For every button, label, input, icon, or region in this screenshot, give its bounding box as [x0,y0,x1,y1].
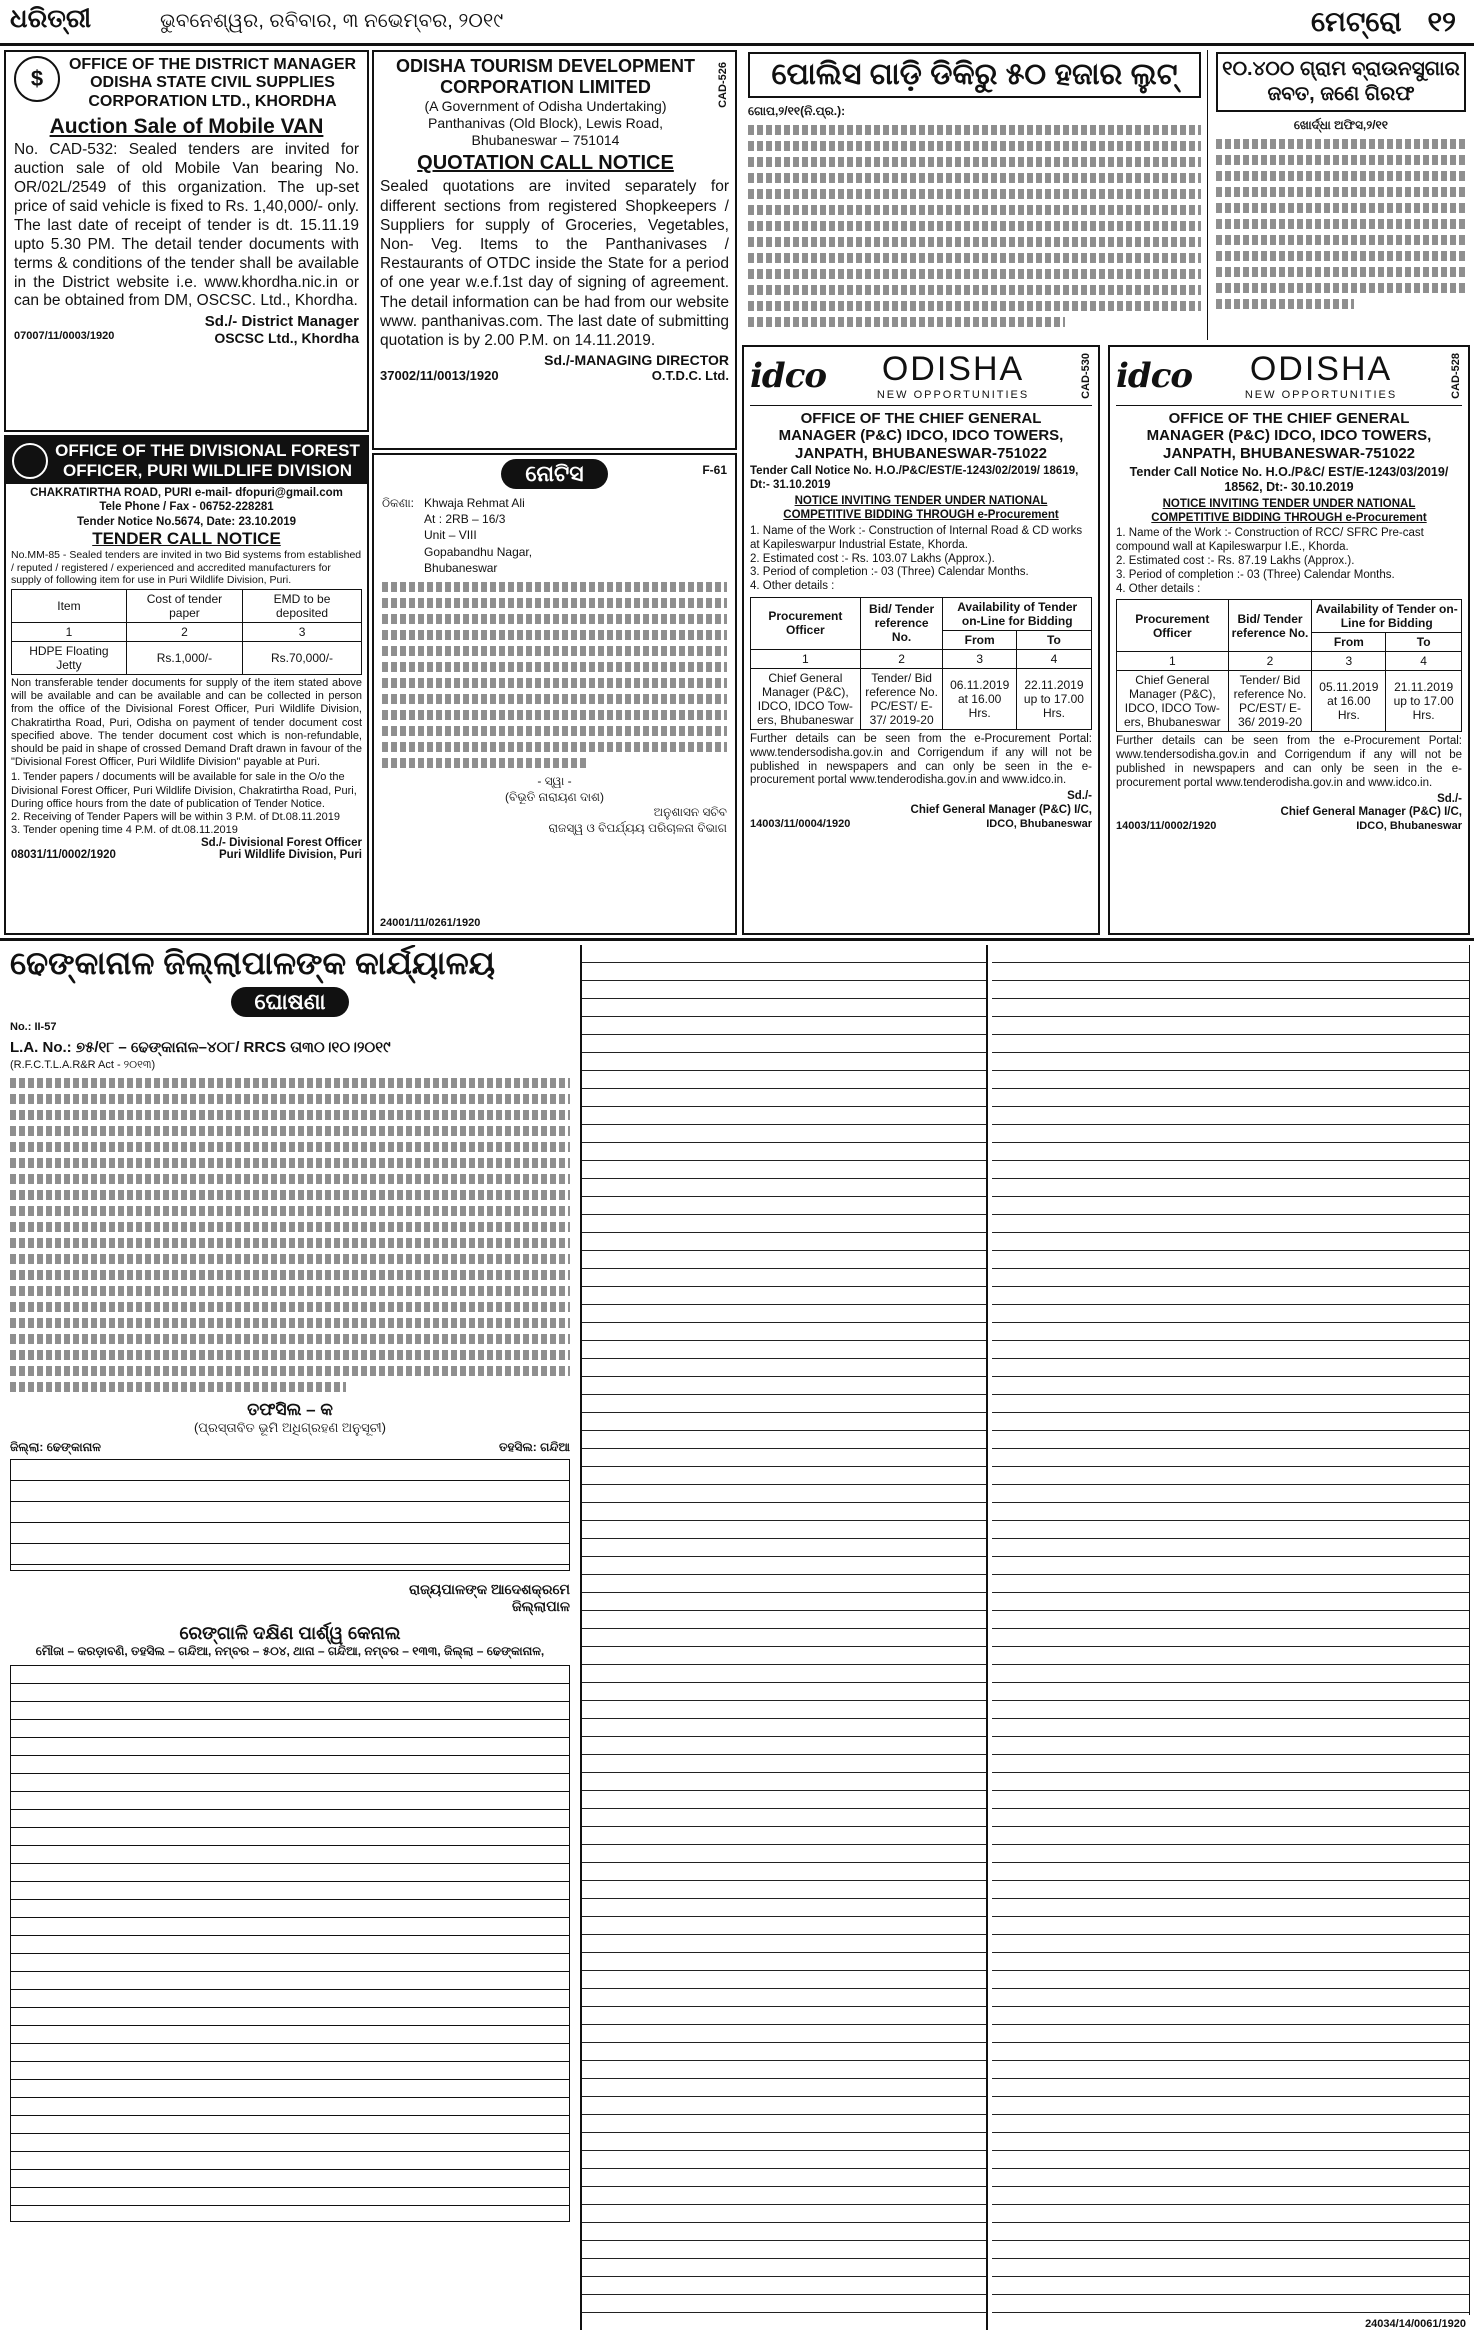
forest-org1: OFFICE OF THE DIVISIONAL FOREST [55,441,360,460]
forest-th-item: Item [12,590,127,623]
idco2-footer: Further details can be seen from the e-Procurement Portal: www.tendersodisha.gov.in and Corrigendum if any will not be published in newspapers and can only be seen in the e-procurement portal www.tenderodisha.gov.in and www.idco.in. [1116,735,1462,789]
idco1-sign1: Sd./- [1067,790,1092,803]
idco1-cell: Chief General Manager (P&C), IDCO, IDCO Tow-ers, Bhubaneswar [751,668,861,729]
idco2-th: Bid/ Tender reference No. [1228,600,1312,652]
otdc-org2: CORPORATION LIMITED [440,77,651,97]
dhenkanal-ref: 24034/14/0061/1920 [1365,2318,1466,2330]
dhenkanal-title: ଢେଙ୍କାନାଳ ଜିଲ୍ଲାପାଳଙ୍କ କାର୍ଯ୍ୟାଳୟ [10,945,496,981]
tahasil-label: ତହସିଲ: ଗନ୍ଦିଆ [498,1440,570,1454]
odia-notice-title: ନୋଟିସ [501,459,607,489]
otdc-cad: CAD-526 [717,62,729,108]
odisha-tagline: NEW OPPORTUNITIES [1244,389,1398,401]
idco2-title2: COMPETITIVE BIDDING THROUGH e-Procurement [1151,511,1427,524]
idco2-num: 2 [1228,652,1312,671]
forest-cell-cost: Rs.1,000/- [126,642,242,675]
idco1-ref: 14003/11/0004/1920 [750,817,851,830]
oscsc-org2: ODISHA STATE CIVIL SUPPLIES [90,74,335,92]
news-article-1 [742,50,1208,340]
idco1-sign3: IDCO, Bhubaneswar [986,817,1092,830]
forest-point: 3. Tender opening time 4 P.M. of dt.08.11.2019 [11,824,238,837]
forest-th-cost: Cost of tender paper [126,590,242,623]
idco2-org1: OFFICE OF THE CHIEF GENERAL [1168,410,1410,427]
section-name: ମେଟ୍ରୋ [1311,6,1402,37]
idco2-cell: 05.11.2019 at 16.00 Hrs. [1312,671,1386,732]
idco1-num: 2 [860,649,943,668]
header-date: ଭୁବନେଶ୍ୱର, ରବିବାର, ୩ ନଭେମ୍ବର, ୨୦୧୯ [160,10,504,32]
forest-ref2: Puri Wildlife Division, Puri [218,849,362,862]
oscsc-sign1: Sd./- District Manager [204,313,359,331]
idco-ad-1 [742,345,1100,935]
idco1-th: Procurement Officer [751,597,861,649]
idco2-org2: MANAGER (P&C) IDCO, IDCO TOWERS, [1146,427,1432,445]
forest-ref: 08031/11/0002/1920 [11,849,116,862]
idco2-notice-no: Tender Call Notice No. H.O./P&C/ EST/E-1243/03/2019/ 18562, Dt:- 30.10.2019 [1129,464,1449,494]
forest-tel: Tele Phone / Fax - 06752-228281 [99,501,274,514]
idco2-item: 4. Other details : [1116,582,1201,595]
idco2-item: 2. Estimated cost :- Rs. 87.19 Lakhs (Approx.). [1116,554,1355,567]
forest-org2: OFFICER, PURI WILDLIFE DIVISION [63,460,352,480]
idco1-item: 3. Period of completion :- 03 (Three) Calendar Months. [750,566,1029,579]
oscsc-ad [4,50,369,432]
oscsc-body: No. CAD-532: Sealed tenders are invited for auction sale of old Mobile Van bearing No. OR/02L/2549 of this organization. The up-set price of said vehicle is fixed to Rs. 1,40,000/- only. The last date of receipt of tender is dt. 15.11.19 upto 5.30 PM. The detail tender documents with terms & conditions of the tender shall be available in the District website i.e. www.khordha.nic.in or can be obtained from DM, OSCSC. Ltd., Khordha. [14,141,359,310]
newspaper-logo: ଧରିତ୍ରୀ [10,4,92,34]
idco2-ref: 14003/11/0002/1920 [1116,820,1217,833]
forest-num: 3 [243,623,362,642]
schedule-table-small [10,1459,570,1571]
odia-notice-ad [372,453,737,935]
sign-collector: ଜିଲ୍ଲାପାଳ [511,1598,570,1614]
oscsc-emblem-icon: $ [14,56,60,102]
page-header [0,0,1474,46]
odisha-tagline: NEW OPPORTUNITIES [876,389,1030,401]
dhenkanal-body [10,1078,570,1392]
oscsc-ref: 07007/11/0003/1920 [14,330,115,343]
canal-name: ରେଙ୍ଗାଳି ଦକ୍ଷିଣ ପାର୍ଶ୍ୱ କେନାଲ [179,1623,401,1643]
idco2-th: Availability of Tender on-Line for Bidding [1312,600,1462,633]
news2-headline1: ୧୦.୪୦୦ ଗ୍ରାମ ବ୍ରାଉନସୁଗାର [1222,58,1460,80]
idco2-sign2: Chief General Manager (P&C) I/C, [1280,806,1462,819]
district-label: ଜିଲ୍ଲା: ଢେଙ୍କାନାଳ [10,1440,101,1454]
idco1-org3: JANPATH, BHUBANESWAR-751022 [795,444,1047,462]
idco2-th: Procurement Officer [1117,600,1229,652]
address-line: At : 2RB – 16/3 [424,512,506,527]
news1-body [748,125,1201,327]
idco1-cad: CAD-530 [1079,352,1092,399]
idco2-cell: Tender/ Bid reference No. PC/EST/ E-36/ 2019-20 [1228,671,1312,732]
idco2-item: 3. Period of completion :- 03 (Three) Calendar Months. [1116,568,1395,581]
idco2-sign1: Sd./- [1437,792,1462,805]
forest-body: No.MM-85 - Sealed tenders are invited in two Bid systems from established / reputed / registered / experienced and accredited manufacturers for supply of following item for use in Puri Wildlife Division, Puri. [11,549,362,587]
news2-dateline: ଖୋର୍ଦ୍ଧା ଅଫିସ,୨/୧୧ [1293,118,1389,132]
news2-body [1216,139,1466,309]
land-schedule-table-2 [580,945,988,2330]
otdc-sub1: (A Government of Odisha Undertaking) [424,98,667,114]
otdc-ref: 37002/11/0013/1920 [380,368,499,384]
idco-logo: idco [1116,355,1193,396]
odisha-logo: ODISHA [1249,350,1393,388]
forest-cell-emd: Rs.70,000/- [243,642,362,675]
idco2-th-to: To [1386,633,1462,652]
forest-addr: CHAKRATIRTHA ROAD, PURI e-mail- dfopuri@gmail.com [30,487,343,500]
otdc-title: QUOTATION CALL NOTICE [417,152,674,175]
forest-title: TENDER CALL NOTICE [92,529,281,549]
idco2-table [1116,599,1462,732]
idco1-num: 1 [751,649,861,668]
idco2-num: 3 [1312,652,1386,671]
idco1-sign2: Chief General Manager (P&C) I/C, [910,803,1092,816]
dhenkanal-pill: ଘୋଷଣା [231,987,350,1017]
oscsc-org1: OFFICE OF THE DISTRICT MANAGER [68,56,357,73]
idco2-cell: Chief General Manager (P&C), IDCO, IDCO Tow-ers, Bhubaneswar [1117,671,1229,732]
forest-ad [4,435,369,935]
land-schedule-table-1 [10,1665,570,2222]
forest-num: 2 [126,623,242,642]
forest-th-emd: EMD to be deposited [243,590,362,623]
sign-line: ରାଜସ୍ୱ ଓ ବିପର୍ଯ୍ୟୟ ପରିଚାଳନା ବିଭାଗ [548,820,727,835]
idco1-notice-no: Tender Call Notice No. H.O./P&C/EST/E-1243/02/2019/ 18619, Dt:- 31.10.2019 [750,464,1079,491]
forest-sign: Sd./- Divisional Forest Officer [200,837,362,850]
odisha-logo: ODISHA [881,350,1025,388]
forest-table [11,589,362,675]
sign-line: (ବିଭୂତି ନାରାୟଣ ଦାଶ) [505,789,604,804]
land-schedule-table-3 [992,945,1470,2315]
header-section [1311,6,1456,39]
otdc-ad [372,50,737,450]
address-line: Unit – VIII [424,528,477,543]
otdc-sub3: Bhubaneswar – 751014 [471,131,620,148]
idco1-org1: OFFICE OF THE CHIEF GENERAL [800,410,1042,427]
forest-num: 1 [12,623,127,642]
idco1-item: 4. Other details : [750,580,835,593]
otdc-body: Sealed quotations are invited separately for different sections from registered Shopkeepers / Suppliers for supply of Groceries, Vegetables, Non- Veg. Items to the Panthanivases / Restaurants of OTDC inside the State for a period of one year w.e.f.1st day of signing of agreement. The detail information can be had from our website www. panthanivas.com. The last date of submitting quotation is by 2.00 P.M. on 14.11.2019. [380,178,729,350]
idco-logo: idco [750,355,827,396]
mouza-details: ମୌଜା – କରଡ଼ାବଣି, ତହସିଲ – ଗନ୍ଦିଆ, ନମ୍ବର – ୫୦୪, ଥାନା – ଗନ୍ଦିଆ, ନମ୍ବର – ୧୩୩, ଜିଲ୍ଲା – ଢେଙ୍କାନାଳ, [35,1644,545,1658]
sign-line: ଅନୁଶାସନ ସଚିବ [653,805,727,820]
idco2-sign3: IDCO, Bhubaneswar [1356,820,1462,833]
sign-line: - ସ୍ୱା - [537,773,572,788]
otdc-org1: ODISHA TOURISM DEVELOPMENT [395,56,696,76]
idco2-org3: JANPATH, BHUBANESWAR-751022 [1163,444,1415,462]
address-line: Bhubaneswar [424,560,498,575]
oscsc-org3: CORPORATION LTD., KHORDHA [88,92,337,110]
forest-emblem-icon [12,443,48,479]
idco1-title2: COMPETITIVE BIDDING THROUGH e-Procurement [783,509,1059,522]
idco1-footer: Further details can be seen from the e-Procurement Portal: www.tendersodisha.gov.in and Corrigendum if any will not be published in newspapers and can only be seen in the e-procurement portal www.tenderodisha.gov.in and www.idco.in. [750,732,1092,787]
idco-ad-2 [1108,345,1470,935]
idco1-item: 2. Estimated cost :- Rs. 103.07 Lakhs (Approx.). [750,552,995,565]
idco1-th: Bid/ Tender reference No. [860,597,943,649]
notice-body-text [382,582,727,768]
oscsc-sign2: OSCSC Ltd., Khordha [214,330,359,347]
otdc-ref2: O.T.D.C. Ltd. [651,368,729,384]
otdc-sub2: Panthanivas (Old Block), Lewis Road, [428,114,663,131]
dhenkanal-intro [4,945,576,2330]
idco1-title1: NOTICE INVITING TENDER UNDER NATIONAL [794,495,1048,508]
address-line: Gopabandhu Nagar, [424,544,533,559]
news1-dateline: ଗୋପ,୨/୧୧(ନି.ପ୍ର.): [748,104,846,118]
idco1-cell: Tender/ Bid reference No. PC/EST/ E- 37/ 2019-20 [860,668,943,729]
idco1-th-from: From [943,630,1016,649]
dhenkanal-no: No.: II-57 [10,1021,57,1033]
address-line: Khwaja Rehmat Ali [424,496,525,510]
idco2-th-from: From [1312,633,1386,652]
idco2-cell: 21.11.2019 up to 17.00 Hrs. [1386,671,1462,732]
idco2-title1: NOTICE INVITING TENDER UNDER NATIONAL [1162,497,1416,510]
idco1-item: 1. Name of the Work :- Construction of Internal Road & CD works at Kapileswarpur Industrial Estate, Khorda. [750,524,1083,551]
forest-point: 1. Tender papers / documents will be available for sale in the O/o the Divisional Forest Officer, Puri Wildlife Division, Chakratirtha Road, Puri, During office hours from the date of publication of Tender Notice. [11,771,357,810]
news2-headline2: ଜବତ, ଜଣେ ଗିରଫ [1267,83,1415,105]
forest-body2: Non transferable tender documents for supply of the item stated above will be available and can be available and can be collected in person from the office of the Divisional Forest Officer, Puri Wildlife Division, Chakratirtha Road, Puri, Odisha on payment of tender document cost specified above. The tender document cost which is non-refundable, should be paid in shape of crossed Demand Draft drawn in favour of the "Divisional Forest Officer, Puri Wildlife Division" payable at Puri. [11,677,362,769]
dhenkanal-la-no: L.A. No.: ୭୫/୧୮ – ଢେଙ୍କାନାଳ–୪୦୮/ RRCS ତା୩୦।୧୦।୨୦୧୯ [10,1039,391,1056]
news-article-2 [1210,50,1472,340]
table-sub: (ପ୍ରସ୍ତାବିତ ଭୂମି ଅଧିଗ୍ରହଣ ଅନୁସୂଚୀ) [193,1420,387,1435]
idco1-table [750,597,1092,730]
sign-governor: ରାଜ୍ୟପାଳଙ୍କ ଆଦେଶକ୍ରମେ [408,1581,570,1597]
odia-notice-ref: 24001/11/0261/1920 [380,917,481,929]
forest-cell-item: HDPE Floating Jetty [12,642,127,675]
idco1-cell: 22.11.2019 up to 17.00 Hrs. [1016,668,1091,729]
news1-headline: ପୋଲିସ ଗାଡ଼ି ଡିକିରୁ ୫୦ ହଜାର ଲୁଟ୍ [748,52,1201,98]
idco1-cell: 06.11.2019 at 16.00 Hrs. [943,668,1016,729]
idco2-item: 1. Name of the Work :- Construction of RCC/ SFRC Pre-cast compound wall at Kapileswarpur I.E., Khorda. [1116,527,1424,554]
idco1-num: 3 [943,649,1016,668]
odia-notice-code: F-61 [702,463,727,477]
page-number: ୧୨ [1427,6,1456,37]
idco2-num: 4 [1386,652,1462,671]
table-title: ତଫସିଲ – କ [247,1400,333,1419]
otdc-sign: Sd./-MANAGING DIRECTOR [544,352,729,369]
forest-notice-no: Tender Notice No.5674, Date: 23.10.2019 [76,515,297,528]
idco1-org2: MANAGER (P&C) IDCO, IDCO TOWERS, [778,427,1064,445]
idco2-cad: CAD-528 [1449,352,1462,399]
forest-point: 2. Receiving of Tender Papers will be within 3 P.M. of Dt.08.11.2019 [11,810,340,823]
idco2-num: 1 [1117,652,1229,671]
address-label: ଠିକଣା: [382,496,415,510]
dhenkanal-act: (R.F.C.T.L.A.R&R Act - ୨୦୧୩) [10,1059,156,1071]
idco1-th: Availability of Tender on-Line for Bidding [943,597,1092,630]
idco1-num: 4 [1016,649,1091,668]
oscsc-title: Auction Sale of Mobile VAN [49,115,324,139]
idco1-th-to: To [1016,630,1091,649]
